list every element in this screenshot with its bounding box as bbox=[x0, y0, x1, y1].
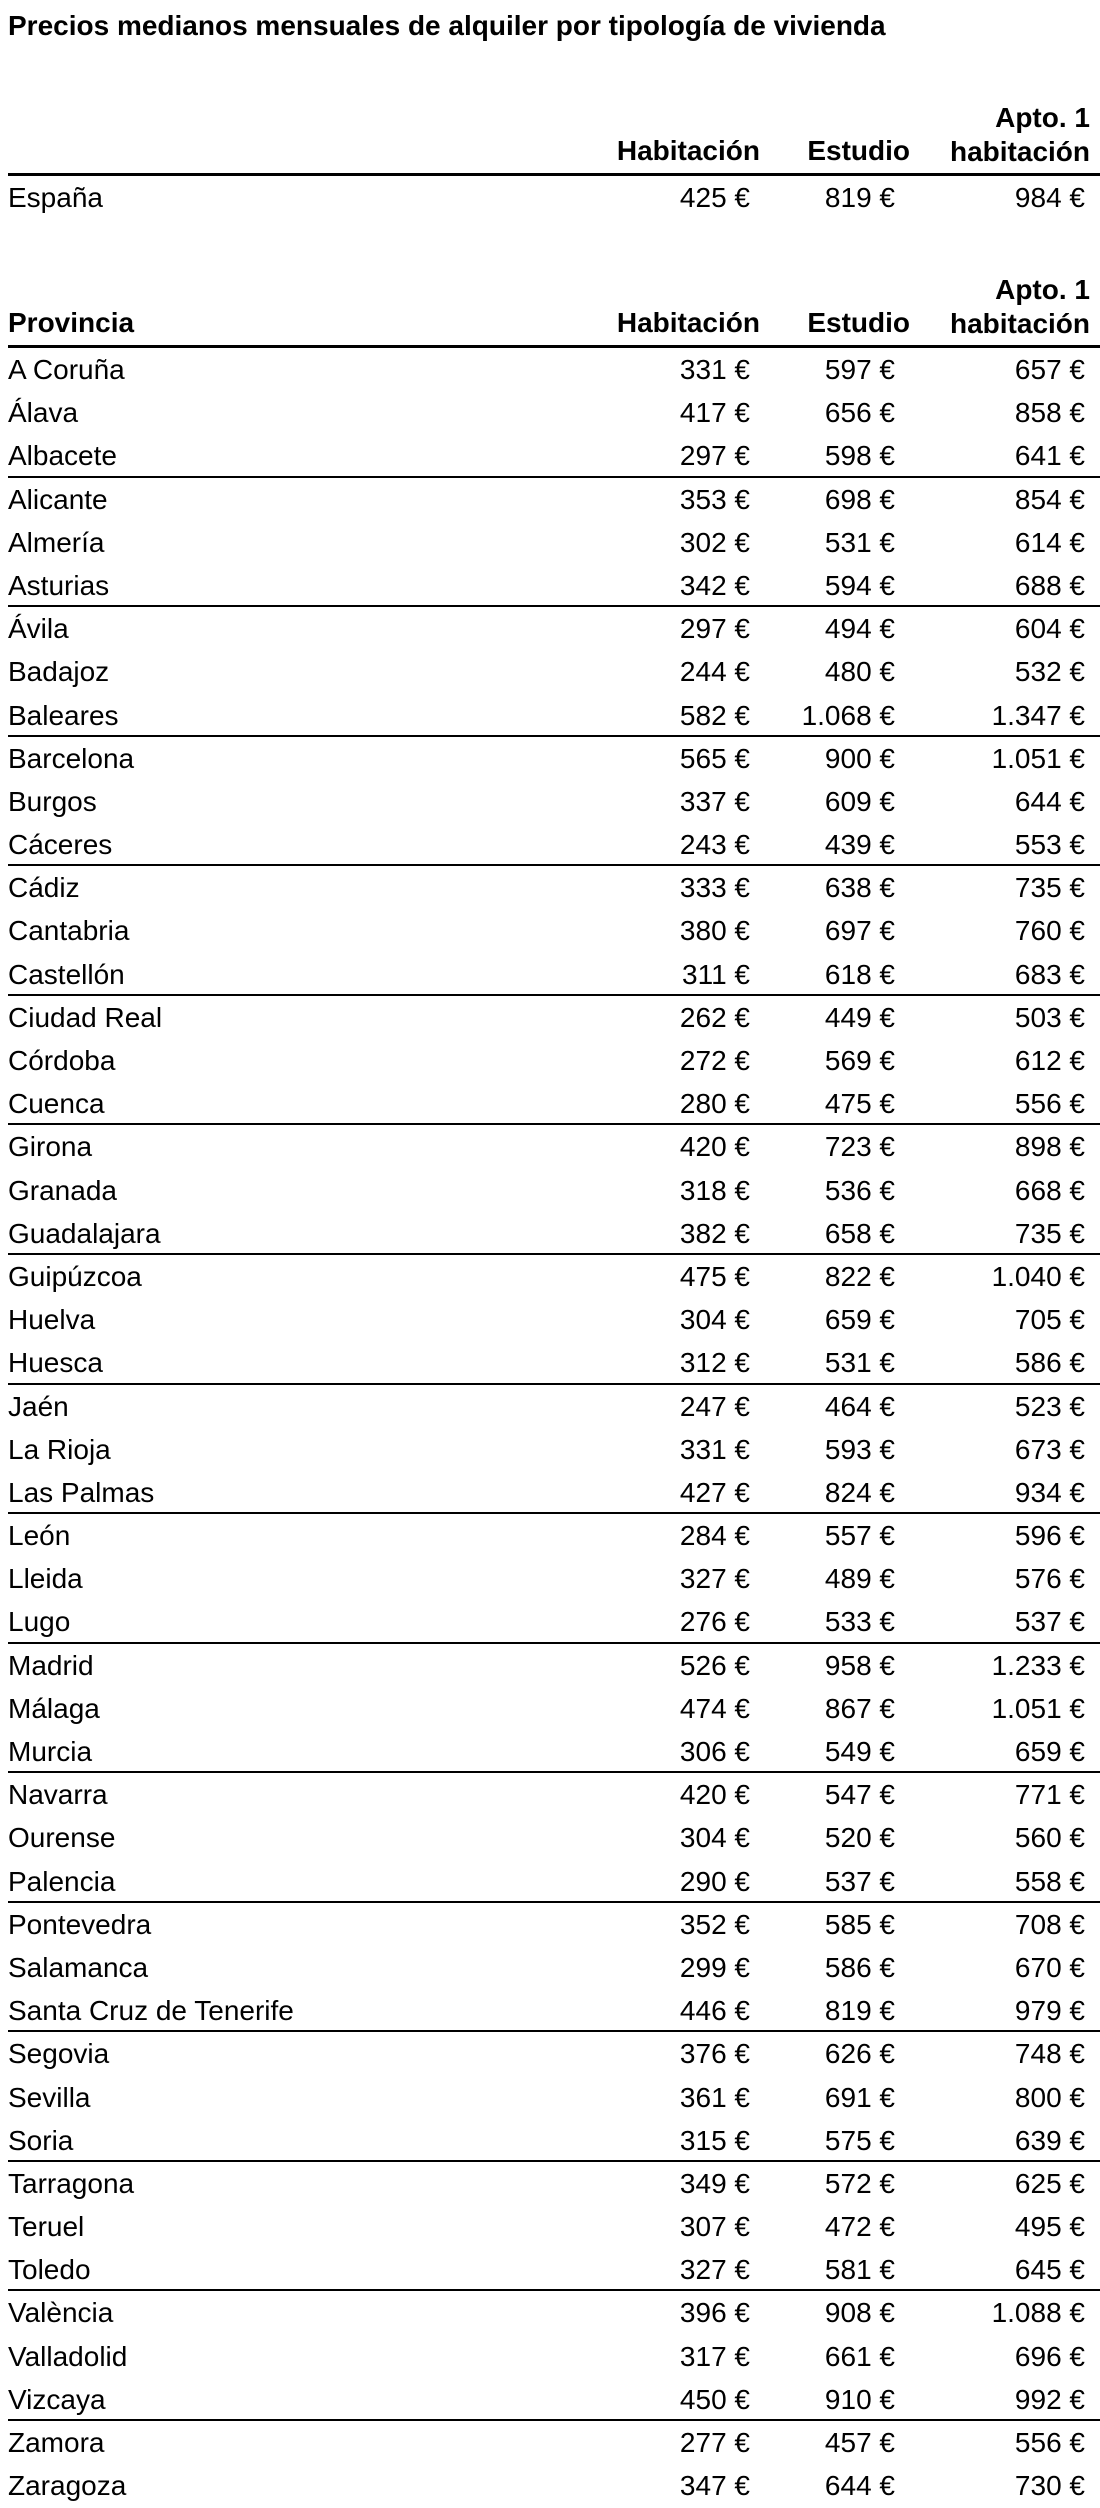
row-estudio: 609 € bbox=[824, 785, 895, 817]
row-habitacion: 380 € bbox=[679, 915, 750, 947]
row-estudio: 822 € bbox=[824, 1260, 895, 1292]
row-estudio: 531 € bbox=[824, 1347, 895, 1379]
table-row bbox=[8, 1341, 1100, 1384]
row-estudio: 464 € bbox=[824, 1390, 895, 1422]
row-habitacion: 272 € bbox=[679, 1045, 750, 1076]
row-estudio: 656 € bbox=[824, 397, 895, 429]
row-name: España bbox=[8, 182, 103, 213]
row-estudio: 644 € bbox=[824, 2470, 895, 2502]
table-row bbox=[8, 2162, 1100, 2205]
row-apartamento: 553 € bbox=[1014, 829, 1085, 861]
table-row bbox=[8, 866, 1100, 909]
row-apartamento: 659 € bbox=[1014, 1736, 1085, 1767]
row-habitacion: 361 € bbox=[679, 2081, 750, 2113]
province-table bbox=[8, 262, 1100, 2507]
row-name: Santa Cruz de Tenerife bbox=[8, 1995, 294, 2027]
table-row bbox=[8, 1903, 1100, 1946]
table-row bbox=[8, 909, 1100, 952]
row-habitacion: 247 € bbox=[679, 1390, 750, 1422]
row-habitacion: 382 € bbox=[679, 1217, 750, 1249]
table-row bbox=[8, 780, 1100, 823]
row-name: Zamora bbox=[8, 2427, 105, 2458]
row-name: Álava bbox=[8, 397, 79, 429]
row-estudio: 586 € bbox=[824, 1951, 895, 1983]
row-apartamento: 1.040 € bbox=[991, 1260, 1085, 1292]
row-habitacion: 582 € bbox=[679, 699, 750, 731]
row-habitacion: 327 € bbox=[679, 2254, 750, 2286]
row-name: Alicante bbox=[8, 483, 108, 515]
table-row bbox=[8, 2119, 1100, 2162]
row-habitacion: 450 € bbox=[679, 2383, 750, 2415]
row-estudio: 697 € bbox=[824, 915, 895, 947]
row-name: Cádiz bbox=[8, 872, 80, 904]
row-estudio: 598 € bbox=[824, 440, 895, 472]
row-estudio: 581 € bbox=[824, 2254, 895, 2286]
row-estudio: 536 € bbox=[824, 1174, 895, 1206]
row-apartamento: 934 € bbox=[1014, 1476, 1085, 1508]
table-row bbox=[8, 2421, 1100, 2464]
table-row bbox=[8, 1212, 1100, 1255]
row-apartamento: 645 € bbox=[1014, 2254, 1085, 2286]
row-habitacion: 333 € bbox=[679, 872, 750, 904]
row-apartamento: 612 € bbox=[1014, 1045, 1085, 1076]
row-apartamento: 495 € bbox=[1014, 2211, 1085, 2243]
row-apartamento: 670 € bbox=[1014, 1951, 1085, 1983]
row-habitacion: 306 € bbox=[679, 1736, 750, 1767]
row-name: Madrid bbox=[8, 1649, 94, 1681]
row-name: Baleares bbox=[8, 699, 119, 731]
row-apartamento: 560 € bbox=[1014, 1822, 1085, 1854]
row-name: Toledo bbox=[8, 2254, 91, 2286]
table-row bbox=[8, 1816, 1100, 1859]
row-estudio: 572 € bbox=[824, 2167, 895, 2199]
row-estudio: 575 € bbox=[824, 2124, 895, 2156]
row-habitacion: 318 € bbox=[679, 1174, 750, 1206]
row-apartamento: 532 € bbox=[1014, 656, 1085, 688]
row-name: Guadalajara bbox=[8, 1217, 161, 1249]
row-habitacion: 304 € bbox=[679, 1822, 750, 1854]
row-habitacion: 475 € bbox=[679, 1260, 750, 1292]
row-name: Jaén bbox=[8, 1390, 69, 1422]
header-apartamento-line1: Apto. 1 bbox=[995, 102, 1090, 133]
row-estudio: 449 € bbox=[824, 1001, 895, 1033]
row-habitacion: 277 € bbox=[679, 2427, 750, 2458]
table-row bbox=[8, 2032, 1100, 2075]
row-habitacion: 417 € bbox=[679, 397, 750, 429]
row-apartamento: 1.088 € bbox=[991, 2297, 1085, 2329]
row-estudio: 618 € bbox=[824, 958, 895, 990]
header-apartamento bbox=[950, 101, 1090, 169]
table-row bbox=[8, 823, 1100, 866]
row-habitacion: 262 € bbox=[679, 1001, 750, 1033]
row-apartamento: 596 € bbox=[1014, 1520, 1085, 1552]
row-habitacion: 276 € bbox=[679, 1606, 750, 1638]
row-name: Castellón bbox=[8, 958, 125, 990]
table-row bbox=[8, 1255, 1100, 1298]
row-estudio: 520 € bbox=[824, 1822, 895, 1854]
row-habitacion: 420 € bbox=[679, 1131, 750, 1163]
table-row bbox=[8, 1860, 1100, 1903]
row-estudio: 472 € bbox=[824, 2211, 895, 2243]
table-row bbox=[8, 1773, 1100, 1816]
table-row bbox=[8, 1687, 1100, 1730]
table-row bbox=[8, 176, 1100, 219]
national-table-header bbox=[8, 90, 1100, 176]
table-row bbox=[8, 1039, 1100, 1082]
row-name: Huesca bbox=[8, 1347, 103, 1379]
row-habitacion: 304 € bbox=[679, 1304, 750, 1336]
row-apartamento: 639 € bbox=[1014, 2124, 1085, 2156]
row-estudio: 698 € bbox=[824, 483, 895, 515]
row-name: A Coruña bbox=[8, 354, 125, 385]
row-name: Zaragoza bbox=[8, 2470, 127, 2502]
row-name: Barcelona bbox=[8, 742, 135, 774]
row-apartamento: 735 € bbox=[1014, 1217, 1085, 1249]
table-row bbox=[8, 1730, 1100, 1773]
table-row bbox=[8, 434, 1100, 477]
row-apartamento: 523 € bbox=[1014, 1390, 1085, 1422]
row-estudio: 547 € bbox=[824, 1779, 895, 1811]
row-name: Almería bbox=[8, 526, 105, 558]
row-name: León bbox=[8, 1520, 71, 1552]
header-apartamento-line1: Apto. 1 bbox=[995, 274, 1090, 305]
row-apartamento: 898 € bbox=[1014, 1131, 1085, 1163]
row-apartamento: 641 € bbox=[1014, 440, 1085, 472]
row-name: Granada bbox=[8, 1174, 117, 1206]
row-apartamento: 537 € bbox=[1014, 1606, 1085, 1638]
row-apartamento: 688 € bbox=[1014, 569, 1085, 601]
row-name: Teruel bbox=[8, 2211, 85, 2243]
row-name: Sevilla bbox=[8, 2081, 91, 2113]
row-apartamento: 708 € bbox=[1014, 1908, 1085, 1940]
row-name: Ourense bbox=[8, 1822, 116, 1854]
table-row bbox=[8, 737, 1100, 780]
row-name: Lleida bbox=[8, 1563, 83, 1595]
row-estudio: 475 € bbox=[824, 1088, 895, 1120]
table-row bbox=[8, 2076, 1100, 2119]
row-habitacion: 290 € bbox=[679, 1865, 750, 1897]
row-name: Soria bbox=[8, 2124, 74, 2156]
row-apartamento: 503 € bbox=[1014, 1001, 1085, 1033]
table-row bbox=[8, 1989, 1100, 2032]
row-habitacion: 280 € bbox=[679, 1088, 750, 1120]
row-habitacion: 526 € bbox=[679, 1649, 750, 1681]
row-habitacion: 446 € bbox=[679, 1995, 750, 2027]
row-habitacion: 297 € bbox=[679, 440, 750, 472]
page-title: Precios medianos mensuales de alquiler por tipología de vivienda bbox=[8, 10, 886, 41]
table-row bbox=[8, 953, 1100, 996]
row-apartamento: 992 € bbox=[1014, 2383, 1085, 2415]
row-name: Córdoba bbox=[8, 1045, 116, 1076]
row-apartamento: 705 € bbox=[1014, 1304, 1085, 1336]
row-estudio: 900 € bbox=[824, 742, 895, 774]
row-name: València bbox=[8, 2297, 114, 2329]
table-row bbox=[8, 1298, 1100, 1341]
row-name: Cantabria bbox=[8, 915, 130, 947]
table-row bbox=[8, 2248, 1100, 2291]
row-apartamento: 586 € bbox=[1014, 1347, 1085, 1379]
table-row bbox=[8, 1471, 1100, 1514]
table-row bbox=[8, 694, 1100, 737]
table-row bbox=[8, 2205, 1100, 2248]
row-habitacion: 565 € bbox=[679, 742, 750, 774]
header-apartamento-line2: habitación bbox=[949, 308, 1090, 339]
row-habitacion: 312 € bbox=[679, 1347, 750, 1379]
table-row bbox=[8, 1600, 1100, 1643]
header-provincia: Provincia bbox=[8, 307, 135, 338]
row-estudio: 867 € bbox=[824, 1692, 895, 1724]
row-estudio: 1.068 € bbox=[801, 699, 895, 731]
row-name: Ávila bbox=[8, 613, 69, 645]
row-habitacion: 284 € bbox=[679, 1520, 750, 1552]
row-habitacion: 425 € bbox=[679, 182, 750, 213]
row-habitacion: 317 € bbox=[679, 2340, 750, 2372]
row-estudio: 661 € bbox=[824, 2340, 895, 2372]
row-habitacion: 315 € bbox=[679, 2124, 750, 2156]
row-apartamento: 556 € bbox=[1014, 2427, 1085, 2458]
row-estudio: 824 € bbox=[824, 1476, 895, 1508]
row-habitacion: 331 € bbox=[679, 1433, 750, 1465]
row-habitacion: 352 € bbox=[679, 1908, 750, 1940]
national-table bbox=[8, 90, 1100, 219]
row-estudio: 549 € bbox=[824, 1736, 895, 1767]
row-apartamento: 979 € bbox=[1014, 1995, 1085, 2027]
row-habitacion: 302 € bbox=[679, 526, 750, 558]
province-rows bbox=[8, 348, 1100, 2507]
row-estudio: 908 € bbox=[824, 2297, 895, 2329]
row-name: Pontevedra bbox=[8, 1908, 152, 1940]
table-row bbox=[8, 607, 1100, 650]
row-apartamento: 730 € bbox=[1014, 2470, 1085, 2502]
row-estudio: 533 € bbox=[824, 1606, 895, 1638]
row-apartamento: 1.051 € bbox=[991, 742, 1085, 774]
row-habitacion: 297 € bbox=[679, 613, 750, 645]
row-name: Huelva bbox=[8, 1304, 96, 1336]
row-estudio: 819 € bbox=[824, 182, 895, 213]
row-habitacion: 376 € bbox=[679, 2038, 750, 2070]
table-row bbox=[8, 2335, 1100, 2378]
row-estudio: 638 € bbox=[824, 872, 895, 904]
row-habitacion: 244 € bbox=[679, 656, 750, 688]
row-estudio: 597 € bbox=[824, 354, 895, 385]
row-estudio: 658 € bbox=[824, 1217, 895, 1249]
row-habitacion: 331 € bbox=[679, 354, 750, 385]
row-habitacion: 307 € bbox=[679, 2211, 750, 2243]
row-apartamento: 1.051 € bbox=[991, 1692, 1085, 1724]
row-habitacion: 427 € bbox=[679, 1476, 750, 1508]
row-name: Badajoz bbox=[8, 656, 110, 688]
table-row bbox=[8, 650, 1100, 693]
row-name: Valladolid bbox=[8, 2340, 128, 2372]
row-apartamento: 1.347 € bbox=[991, 699, 1085, 731]
row-habitacion: 311 € bbox=[682, 958, 750, 990]
row-apartamento: 696 € bbox=[1014, 2340, 1085, 2372]
row-apartamento: 657 € bbox=[1014, 354, 1085, 385]
table-row bbox=[8, 1644, 1100, 1687]
row-apartamento: 800 € bbox=[1014, 2081, 1085, 2113]
row-habitacion: 420 € bbox=[679, 1779, 750, 1811]
table-row bbox=[8, 348, 1100, 391]
table-row bbox=[8, 1125, 1100, 1168]
table-row bbox=[8, 1946, 1100, 1989]
row-estudio: 819 € bbox=[824, 1995, 895, 2027]
row-apartamento: 1.233 € bbox=[991, 1649, 1085, 1681]
row-name: Málaga bbox=[8, 1692, 100, 1724]
table-row bbox=[8, 2464, 1100, 2507]
table-row bbox=[8, 1557, 1100, 1600]
table-row bbox=[8, 521, 1100, 564]
table-row bbox=[8, 1385, 1100, 1428]
row-name: Lugo bbox=[8, 1606, 71, 1638]
row-name: Murcia bbox=[8, 1736, 93, 1767]
row-habitacion: 347 € bbox=[679, 2470, 750, 2502]
row-apartamento: 576 € bbox=[1014, 1563, 1085, 1595]
row-name: Navarra bbox=[8, 1779, 108, 1811]
row-estudio: 569 € bbox=[824, 1045, 895, 1076]
row-habitacion: 342 € bbox=[679, 569, 750, 601]
row-habitacion: 353 € bbox=[679, 483, 750, 515]
row-name: Asturias bbox=[8, 569, 110, 601]
row-apartamento: 854 € bbox=[1014, 483, 1085, 515]
row-estudio: 594 € bbox=[824, 569, 895, 601]
row-apartamento: 771 € bbox=[1014, 1779, 1085, 1811]
row-apartamento: 673 € bbox=[1014, 1433, 1085, 1465]
row-name: Vizcaya bbox=[8, 2383, 106, 2415]
row-name: Las Palmas bbox=[8, 1476, 155, 1508]
row-name: Palencia bbox=[8, 1865, 116, 1897]
table-row bbox=[8, 1514, 1100, 1557]
row-name: Salamanca bbox=[8, 1951, 149, 1983]
row-estudio: 910 € bbox=[824, 2383, 895, 2415]
row-habitacion: 396 € bbox=[679, 2297, 750, 2329]
row-apartamento: 984 € bbox=[1014, 182, 1085, 213]
table-row bbox=[8, 1082, 1100, 1125]
header-estudio: Estudio bbox=[807, 307, 910, 338]
row-apartamento: 604 € bbox=[1014, 613, 1085, 645]
header-apartamento-line2: habitación bbox=[949, 136, 1090, 167]
row-estudio: 489 € bbox=[824, 1563, 895, 1595]
row-apartamento: 644 € bbox=[1014, 785, 1085, 817]
row-apartamento: 858 € bbox=[1014, 397, 1085, 429]
row-apartamento: 625 € bbox=[1014, 2167, 1085, 2199]
row-name: Segovia bbox=[8, 2038, 110, 2070]
row-estudio: 585 € bbox=[824, 1908, 895, 1940]
row-name: Guipúzcoa bbox=[8, 1260, 142, 1292]
row-habitacion: 327 € bbox=[679, 1563, 750, 1595]
row-name: La Rioja bbox=[8, 1433, 111, 1465]
table-row bbox=[8, 391, 1100, 434]
row-habitacion: 474 € bbox=[679, 1692, 750, 1724]
header-habitacion: Habitación bbox=[616, 135, 760, 166]
row-name: Ciudad Real bbox=[8, 1001, 163, 1033]
row-apartamento: 683 € bbox=[1014, 958, 1085, 990]
table-row bbox=[8, 1428, 1100, 1471]
row-name: Cáceres bbox=[8, 829, 113, 861]
row-estudio: 626 € bbox=[824, 2038, 895, 2070]
row-name: Burgos bbox=[8, 785, 97, 817]
header-habitacion: Habitación bbox=[616, 307, 760, 338]
row-habitacion: 337 € bbox=[679, 785, 750, 817]
header-estudio: Estudio bbox=[807, 135, 910, 166]
table-row bbox=[8, 478, 1100, 521]
row-apartamento: 556 € bbox=[1014, 1088, 1085, 1120]
table-row bbox=[8, 564, 1100, 607]
row-apartamento: 668 € bbox=[1014, 1174, 1085, 1206]
row-apartamento: 735 € bbox=[1014, 872, 1085, 904]
row-name: Cuenca bbox=[8, 1088, 105, 1120]
row-estudio: 531 € bbox=[824, 526, 895, 558]
row-apartamento: 614 € bbox=[1014, 526, 1085, 558]
province-table-header bbox=[8, 262, 1100, 348]
row-habitacion: 349 € bbox=[679, 2167, 750, 2199]
row-estudio: 659 € bbox=[824, 1304, 895, 1336]
row-apartamento: 760 € bbox=[1014, 915, 1085, 947]
row-habitacion: 243 € bbox=[679, 829, 750, 861]
table-row bbox=[8, 2378, 1100, 2421]
row-estudio: 958 € bbox=[824, 1649, 895, 1681]
table-row bbox=[8, 996, 1100, 1039]
header-apartamento bbox=[950, 273, 1090, 341]
row-apartamento: 558 € bbox=[1014, 1865, 1085, 1897]
table-row bbox=[8, 2291, 1100, 2334]
row-apartamento: 748 € bbox=[1014, 2038, 1085, 2070]
row-estudio: 537 € bbox=[824, 1865, 895, 1897]
row-estudio: 691 € bbox=[824, 2081, 895, 2113]
row-name: Tarragona bbox=[8, 2167, 135, 2199]
row-estudio: 593 € bbox=[824, 1433, 895, 1465]
row-estudio: 494 € bbox=[824, 613, 895, 645]
row-habitacion: 299 € bbox=[679, 1951, 750, 1983]
row-name: Girona bbox=[8, 1131, 93, 1163]
row-estudio: 557 € bbox=[824, 1520, 895, 1552]
row-estudio: 480 € bbox=[824, 656, 895, 688]
table-row bbox=[8, 1169, 1100, 1212]
row-estudio: 439 € bbox=[824, 829, 895, 861]
row-estudio: 723 € bbox=[824, 1131, 895, 1163]
row-name: Albacete bbox=[8, 440, 117, 472]
row-estudio: 457 € bbox=[824, 2427, 895, 2458]
